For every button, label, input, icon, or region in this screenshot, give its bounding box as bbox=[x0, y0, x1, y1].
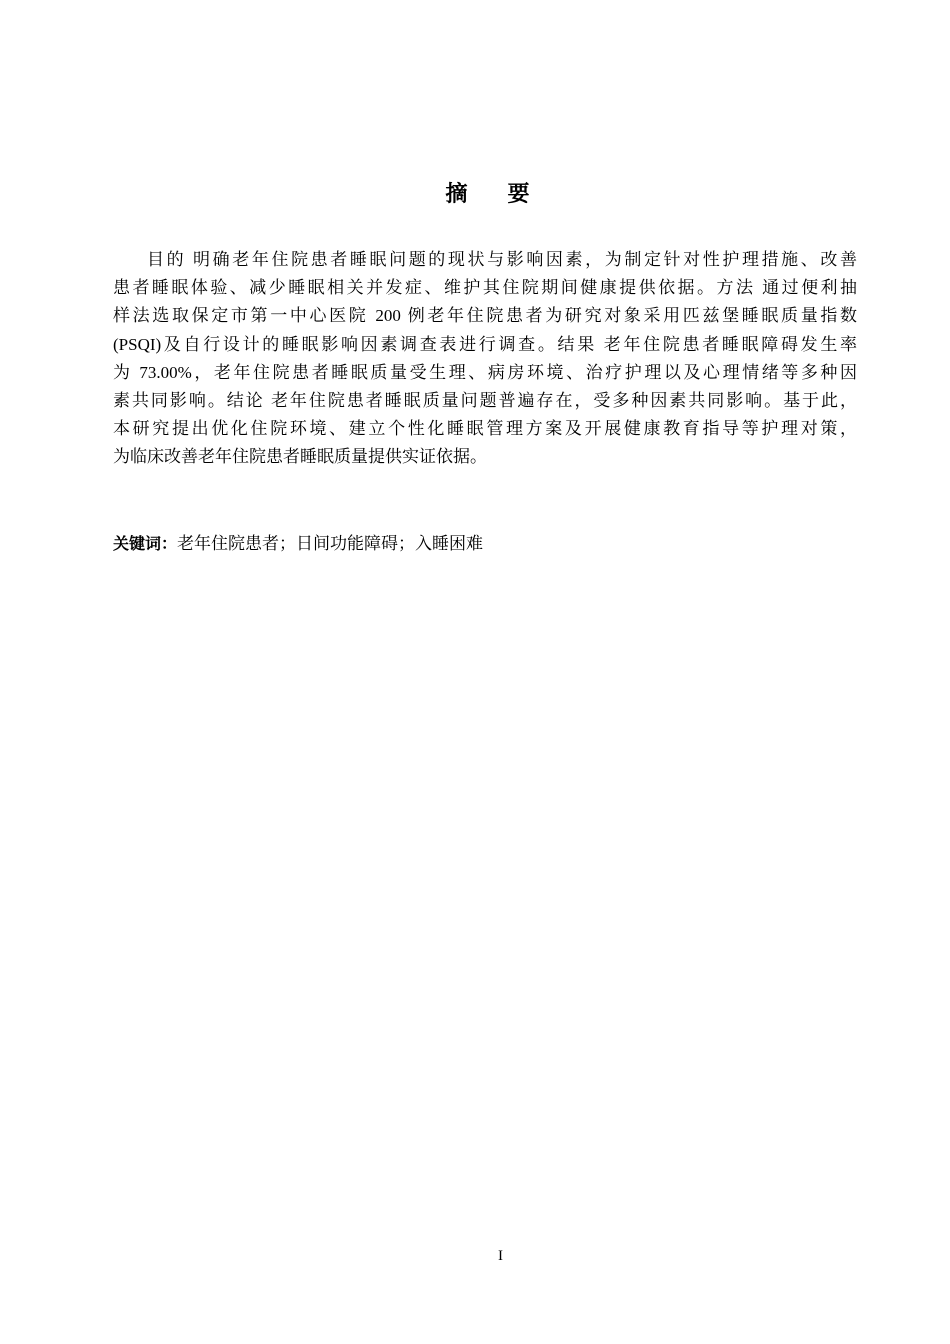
heading-char-1: 摘 bbox=[445, 182, 468, 207]
abstract-line: 本研究提出优化住院环境、建立个性化睡眠管理方案及开展健康教育指导等护理对策， bbox=[113, 419, 857, 439]
abstract-line: 素共同影响。结论 老年住院患者睡眠质量问题普遍存在，受多种因素共同影响。基于此， bbox=[113, 390, 857, 410]
heading-char-2: 要 bbox=[507, 182, 530, 207]
keywords-text: 老年住院患者；日间功能障碍；入睡困难 bbox=[177, 534, 484, 553]
abstract-heading bbox=[0, 178, 950, 212]
keywords-line bbox=[113, 530, 483, 558]
abstract-line: 样法选取保定市第一中心医院 200 例老年住院患者为研究对象采用匹兹堡睡眠质量指数 bbox=[113, 306, 857, 326]
abstract-line: 为临床改善老年住院患者睡眠质量提供实证依据。 bbox=[113, 447, 487, 467]
abstract-line: 目的 明确老年住院患者睡眠问题的现状与影响因素，为制定针对性护理措施、改善 bbox=[147, 250, 857, 269]
keywords-label: 关键词： bbox=[113, 534, 178, 553]
abstract-body bbox=[113, 246, 857, 472]
abstract-line: (PSQI)及自行设计的睡眠影响因素调查表进行调查。结果 老年住院患者睡眠障碍发生率 bbox=[113, 334, 857, 354]
page-number: I bbox=[498, 1248, 503, 1264]
abstract-line: 为 73.00%，老年住院患者睡眠质量受生理、病房环境、治疗护理以及心理情绪等多种因 bbox=[113, 362, 857, 382]
abstract-line: 患者睡眠体验、减少睡眠相关并发症、维护其住院期间健康提供依据。方法 通过便利抽 bbox=[113, 278, 857, 298]
